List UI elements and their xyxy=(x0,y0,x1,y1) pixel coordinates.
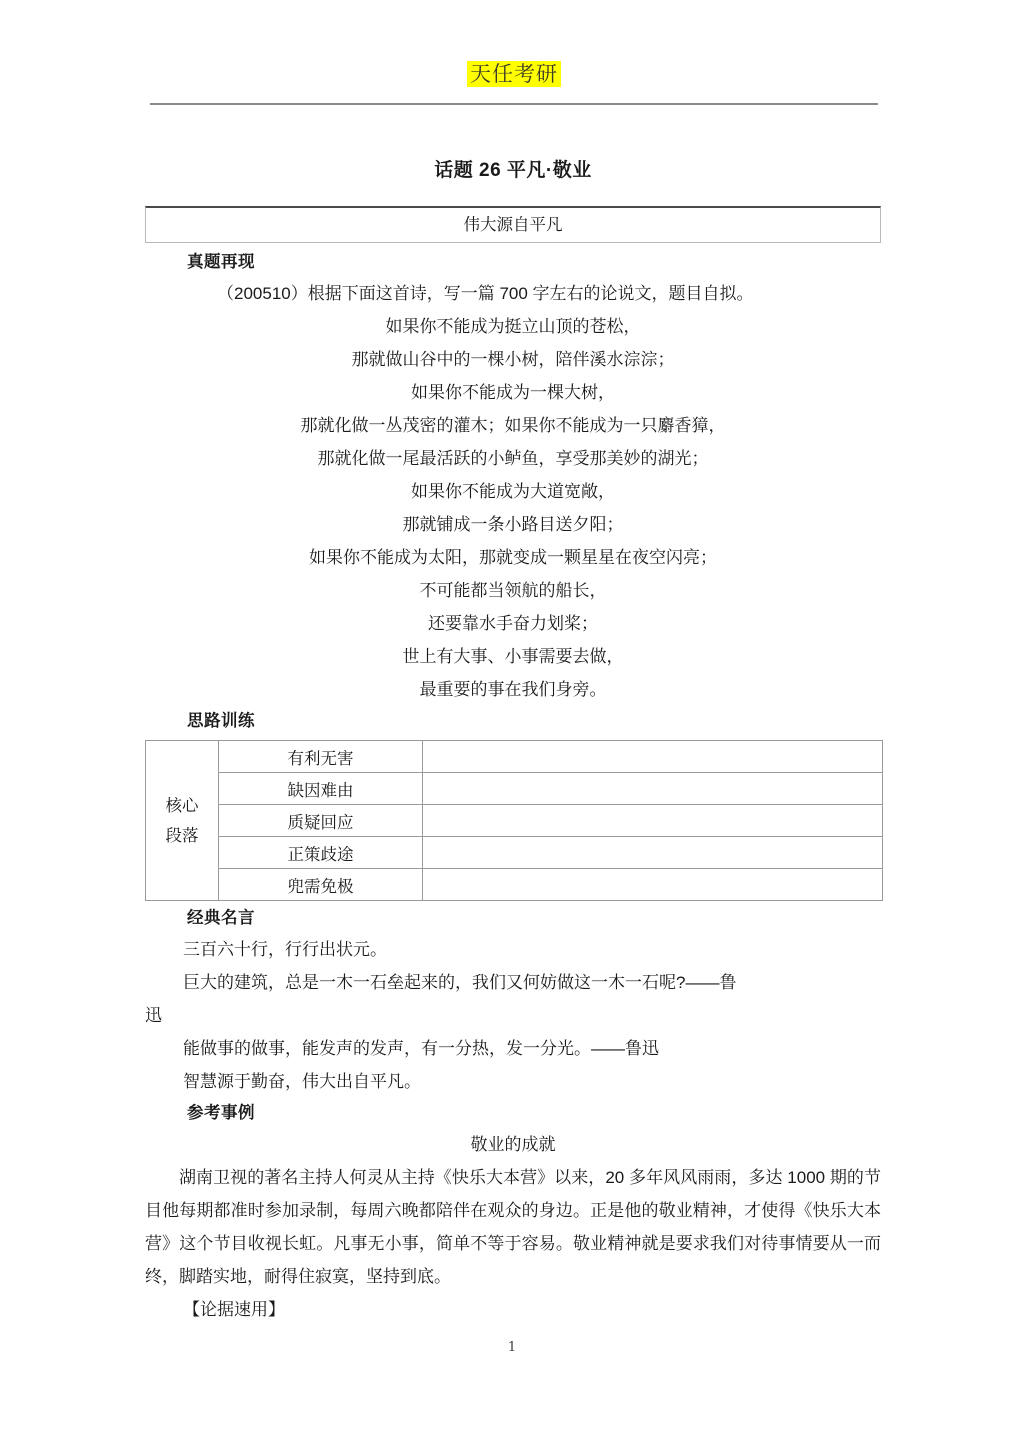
section-heading-training: 思路训练 xyxy=(187,712,255,730)
poem-line: 如果你不能成为一棵大树， xyxy=(411,383,615,402)
usage-tag: 【论据速用】 xyxy=(183,1300,285,1319)
training-row-label-line: 段落 xyxy=(165,826,199,845)
page-footer xyxy=(0,1340,1024,1355)
training-item-label: 正策歧途 xyxy=(219,837,423,869)
training-row-label-line: 核心 xyxy=(165,796,199,815)
header-divider xyxy=(150,103,878,105)
poem-line: 最重要的事在我们身旁。 xyxy=(419,680,607,699)
section-heading-exam: 真题再现 xyxy=(187,253,255,271)
training-answer-cell[interactable] xyxy=(423,805,883,837)
poem-line: 那就铺成一条小路目送夕阳； xyxy=(402,515,624,534)
header-brand-highlight: 天任考研 xyxy=(467,61,561,87)
subtitle-box: 伟大源自平凡 xyxy=(145,206,881,243)
section-heading-quotes: 经典名言 xyxy=(187,909,255,927)
training-answer-cell[interactable] xyxy=(423,837,883,869)
table-row xyxy=(146,837,883,869)
example-body: 湖南卫视的著名主持人何灵从主持《快乐大本营》以来，20 多年风风雨雨，多达 1000 期的节目他每期都准时参加录制，每周六晚都陪伴在观众的身边。正是他的敬业精神，才使得《快乐大本营》这个节目收视长虹。凡事无小事，简单不等于容易。敬业精神就是要求我们对待事情要从一而终，脚踏实地，耐得住寂寞，坚持到底。 xyxy=(145,1168,881,1286)
poem-line: 世上有大事、小事需要去做， xyxy=(402,647,624,666)
quote-line: 巨大的建筑，总是一木一石垒起来的，我们又何妨做这一木一石呢?——鲁 xyxy=(183,973,737,992)
quote-line: 智慧源于勤奋，伟大出自平凡。 xyxy=(183,1072,421,1091)
training-answer-cell[interactable] xyxy=(423,869,883,901)
training-item-label: 缺因难由 xyxy=(219,773,423,805)
poem-line: 如果你不能成为挺立山顶的苍松， xyxy=(385,317,641,336)
poem-line: 那就做山谷中的一棵小树，陪伴溪水淙淙； xyxy=(351,350,675,369)
training-item-label: 兜需免极 xyxy=(219,869,423,901)
poem-line: 还要靠水手奋力划桨； xyxy=(428,614,598,633)
poem-line: 那就化做一丛茂密的灌木；如果你不能成为一只麝香獐， xyxy=(300,416,726,435)
poem-line: 那就化做一尾最活跃的小鲈鱼，享受那美妙的湖光； xyxy=(317,449,709,468)
training-answer-cell[interactable] xyxy=(423,741,883,773)
poem-line: 不可能都当领航的船长， xyxy=(419,581,607,600)
poem-line: 如果你不能成为大道宽敞， xyxy=(411,482,615,501)
training-answer-cell[interactable] xyxy=(423,773,883,805)
quote-line-wrap: 迅 xyxy=(145,1006,162,1025)
poem-line: 如果你不能成为太阳，那就变成一颗星星在夜空闪亮； xyxy=(309,548,717,567)
document-content xyxy=(145,140,881,1326)
quote-line: 能做事的做事，能发声的发声，有一分热，发一分光。——鲁迅 xyxy=(183,1039,659,1058)
table-row xyxy=(146,805,883,837)
header-brand-title xyxy=(150,58,878,90)
table-row xyxy=(146,741,883,773)
page-header xyxy=(150,58,878,104)
page-title: 话题 26 平凡·敬业 xyxy=(434,160,592,181)
table-row xyxy=(146,869,883,901)
table-row xyxy=(146,773,883,805)
page-number: 1 xyxy=(507,1340,517,1355)
section-heading-examples: 参考事例 xyxy=(187,1104,255,1122)
quote-line: 三百六十行，行行出状元。 xyxy=(183,940,387,959)
example-case-title: 敬业的成就 xyxy=(470,1135,556,1154)
training-item-label: 质疑回应 xyxy=(219,805,423,837)
training-item-label: 有利无害 xyxy=(219,741,423,773)
training-row-label xyxy=(146,741,219,901)
training-table xyxy=(145,740,883,901)
exam-prompt: （200510）根据下面这首诗，写一篇 700 字左右的论说文，题目自拟。 xyxy=(217,284,754,303)
